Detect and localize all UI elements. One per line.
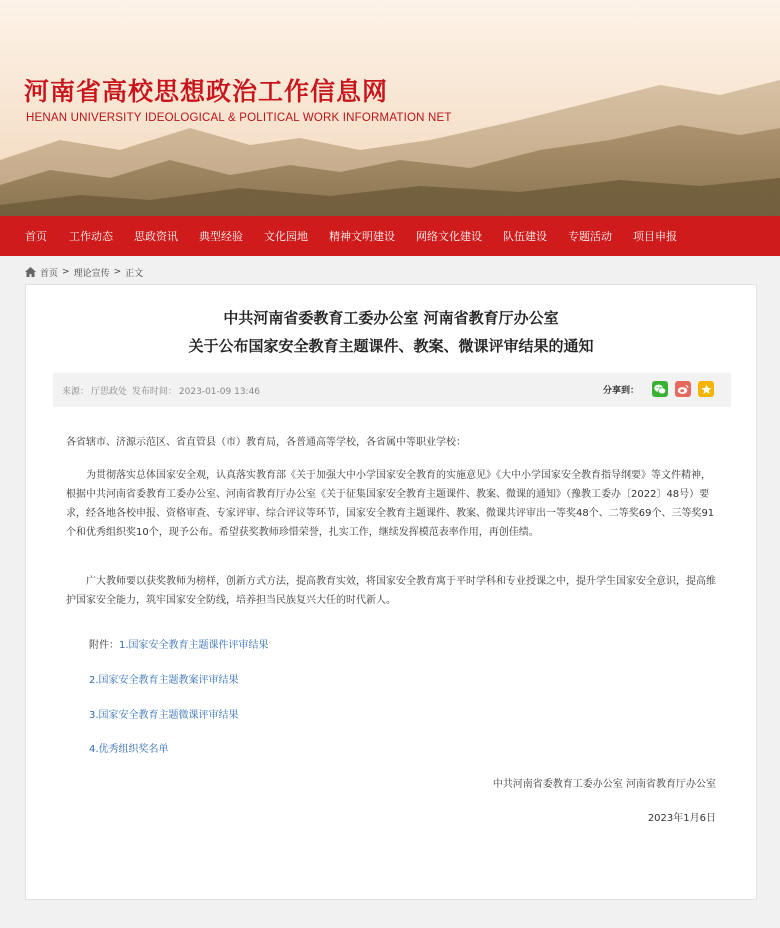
attachment-link-2[interactable]: 2.国家安全教育主题教案评审结果 — [89, 675, 239, 686]
published-value: 2023-01-09 13:46 — [178, 387, 261, 397]
breadcrumb-separator: > — [62, 267, 70, 277]
nav-item-ideology-news[interactable]: 思政资讯 — [134, 230, 178, 243]
share-weibo-button[interactable] — [675, 381, 691, 397]
breadcrumb — [25, 264, 143, 280]
nav-item-project-application[interactable]: 项目申报 — [633, 230, 677, 243]
attachment-row-1 — [89, 636, 269, 651]
article-meta-bar — [53, 373, 731, 407]
breadcrumb-home[interactable]: 首页 — [40, 268, 59, 279]
attachment-row-3 — [89, 706, 239, 721]
article-paragraph-2: 广大教师要以获奖教师为榜样，创新方式方法，提高教育实效，将国家安全教育寓于平时学科和专业授课之中，提升学生国家安全意识，提高维护国家安全能力，筑牢国家安全防线，培养担当民族复兴大任的时代新人。 — [66, 576, 716, 606]
attachment-link-4[interactable]: 4.优秀组织奖名单 — [89, 744, 169, 755]
attachment-row-4 — [89, 740, 169, 755]
site-banner — [0, 0, 780, 216]
article-date: 2023年1月6日 — [647, 813, 716, 824]
article-meta-info — [62, 384, 262, 397]
breadcrumb-current: 正文 — [125, 268, 144, 279]
weibo-icon — [677, 384, 689, 395]
article-container — [25, 284, 757, 900]
nav-item-special-activities[interactable]: 专题活动 — [568, 230, 612, 243]
source-label: 来源： — [62, 387, 90, 397]
nav-item-culture-garden[interactable]: 文化园地 — [264, 230, 308, 243]
home-icon — [25, 267, 36, 277]
article-paragraph-1: 为贯彻落实总体国家安全观，认真落实教育部《关于加强大中小学国家安全教育的实施意见》《大中小学国家安全教育指导纲要》等文件精神，根据中共河南省委教育工委办公室、河南省教育厅办公室《关于征集国家安全教育主题课件、教案、微课的通知》（豫教工委办〔2022〕48号）要求，经各地各校申报、资格审查、专家评审、综合评议等环节，国家安全教育主题课件、教案、微课共评审出一等奖48个、二等奖69个、三等奖91个和优秀组织奖10个，现予公布。希望获奖教师珍惜荣誉，扎实工作，继续发挥模范表率作用，再创佳绩。 — [66, 470, 715, 538]
share-wechat-button[interactable] — [652, 381, 668, 397]
share-label: 分享到： — [602, 385, 639, 396]
source-value: 厅思政处 — [91, 387, 128, 397]
attachment-row-2 — [89, 671, 239, 686]
published-label: 发布时间： — [131, 387, 177, 397]
article-title-line1: 中共河南省委教育工委办公室 河南省教育厅办公室 — [223, 309, 559, 327]
nav-item-spiritual-civilization[interactable]: 精神文明建设 — [329, 230, 395, 243]
main-nav — [0, 216, 780, 256]
star-icon — [701, 384, 712, 395]
mountain-landscape-image — [0, 0, 780, 216]
attachment-link-1[interactable]: 1.国家安全教育主题课件评审结果 — [119, 640, 269, 651]
nav-item-typical-experience[interactable]: 典型经验 — [199, 230, 243, 243]
nav-item-network-culture[interactable]: 网络文化建设 — [416, 230, 482, 243]
breadcrumb-separator: > — [113, 267, 122, 277]
article-greeting: 各省辖市、济源示范区、省直管县（市）教育局，各普通高等学校，各省属中等职业学校： — [66, 437, 466, 448]
article-signature: 中共河南省委教育工委办公室 河南省教育厅办公室 — [492, 779, 716, 790]
nav-item-team-building[interactable]: 队伍建设 — [503, 230, 547, 243]
article-title-line2: 关于公布国家安全教育主题课件、教案、微课评审结果的通知 — [188, 337, 594, 355]
site-subtitle: HENAN UNIVERSITY IDEOLOGICAL & POLITICAL WORK INFORMATION NET — [26, 112, 452, 124]
nav-item-home[interactable]: 首页 — [25, 230, 47, 243]
share-favorite-button[interactable] — [698, 381, 714, 397]
site-title: 河南省高校思想政治工作信息网 — [24, 77, 389, 106]
wechat-icon — [654, 384, 666, 395]
attachment-link-3[interactable]: 3.国家安全教育主题微课评审结果 — [89, 710, 239, 721]
nav-item-work-news[interactable]: 工作动态 — [69, 230, 113, 243]
share-bar — [603, 381, 714, 397]
attachments-label: 附件： — [89, 640, 119, 651]
breadcrumb-section[interactable]: 理论宣传 — [73, 268, 110, 279]
